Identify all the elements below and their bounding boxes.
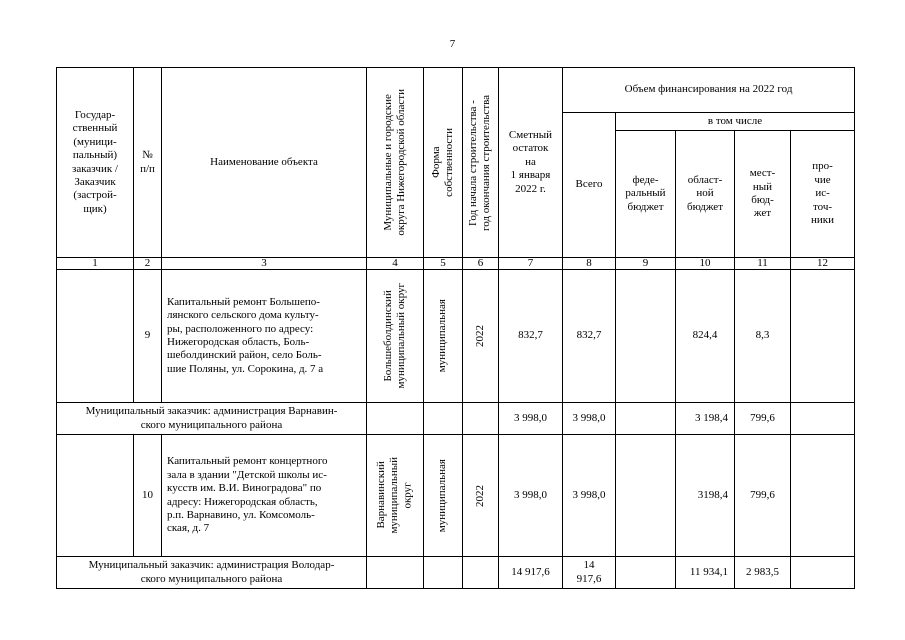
table-row-customer (57, 557, 855, 589)
cell-ownership (424, 557, 463, 589)
cell-year-text: 2022 (473, 484, 486, 507)
cell-other (791, 557, 855, 589)
header-estimate: Сметный остаток на 1 января 2022 г. (499, 68, 563, 258)
column-number: 7 (499, 258, 563, 270)
header-municipality-text: Муниципальные и городские округа Нижегородской области (381, 89, 407, 236)
page-number: 7 (449, 38, 456, 50)
header-years (463, 68, 499, 258)
header-federal: феде- ральный бюджет (616, 131, 676, 258)
table-row-customer (57, 403, 855, 435)
header-financing: Объем финансирования на 2022 год (563, 68, 855, 113)
header-years-text: Год начала строительства - год окончания строительства (467, 94, 493, 231)
cell-municipality-text: Большеболдинский муниципальный округ (381, 283, 407, 389)
cell-municipality (367, 557, 424, 589)
header-municipality (367, 68, 424, 258)
cell-municipality (367, 403, 424, 435)
header-regional: област- ной бюджет (676, 131, 735, 258)
cell-local: 799,6 (735, 403, 791, 435)
cell-year (463, 403, 499, 435)
cell-regional: 3 198,4 (676, 403, 735, 435)
cell-federal (616, 557, 676, 589)
column-number: 9 (616, 258, 676, 270)
cell-object-name: Капитальный ремонт концертного зала в здании "Детской школы ис- кусств им. В.И. Виноградова" по адресу: Нижегородская область, р.п. Варнавино, ул. Комсомоль- ская, д. 7 (162, 435, 367, 557)
cell-other (791, 435, 855, 557)
column-number: 10 (676, 258, 735, 270)
cell-municipality-text: Варнавинский муниципальный округ (375, 457, 414, 534)
header-total: Всего (563, 113, 616, 258)
cell-municipality (367, 270, 424, 403)
column-number: 2 (134, 258, 162, 270)
cell-total: 14 917,6 (563, 557, 616, 589)
cell-estimate: 3 998,0 (499, 403, 563, 435)
cell-estimate: 14 917,6 (499, 557, 563, 589)
cell-number: 10 (134, 435, 162, 557)
cell-other (791, 403, 855, 435)
cell-estimate: 3 998,0 (499, 435, 563, 557)
header-row-1 (57, 68, 855, 113)
cell-regional: 11 934,1 (676, 557, 735, 589)
column-number: 11 (735, 258, 791, 270)
cell-customer-label: Муниципальный заказчик: администрация Варнавин- ского муниципального района (57, 403, 367, 435)
cell-year (463, 557, 499, 589)
cell-year (463, 270, 499, 403)
header-ownership-text: Форма собственности (429, 128, 455, 197)
cell-ownership-text: муниципальная (436, 458, 449, 533)
cell-object-name: Капитальный ремонт Большепо- лянского сельского дома культу- ры, расположенного по адресу: Нижегородская область, Боль- шеболдинский район, село Боль- шие Поляны, ул. Сорокина, д. 7 а (162, 270, 367, 403)
cell-customer-label: Муниципальный заказчик: администрация Володар- ского муниципального района (57, 557, 367, 589)
column-number: 4 (367, 258, 424, 270)
header-object-name: Наименование объекта (162, 68, 367, 258)
cell-year-text: 2022 (473, 325, 486, 347)
cell-number: 9 (134, 270, 162, 403)
cell-regional: 824,4 (676, 270, 735, 403)
cell-total: 832,7 (563, 270, 616, 403)
cell-federal (616, 403, 676, 435)
cell-ownership (424, 403, 463, 435)
header-including: в том числе (616, 113, 855, 131)
header-customer: Государ- ственный (муници- пальный) заказчик / Заказчик (застрой- щик) (57, 68, 134, 258)
column-number: 5 (424, 258, 463, 270)
cell-local: 799,6 (735, 435, 791, 557)
cell-federal (616, 270, 676, 403)
column-numbers-row (57, 258, 855, 270)
column-number: 3 (162, 258, 367, 270)
column-number: 8 (563, 258, 616, 270)
cell-customer (57, 270, 134, 403)
column-number: 1 (57, 258, 134, 270)
header-local: мест- ный бюд- жет (735, 131, 791, 258)
cell-total: 3 998,0 (563, 403, 616, 435)
cell-ownership-text: муниципальная (436, 299, 449, 373)
cell-year (463, 435, 499, 557)
cell-customer (57, 435, 134, 557)
cell-regional: 3198,4 (676, 435, 735, 557)
header-number: № п/п (134, 68, 162, 258)
cell-local: 8,3 (735, 270, 791, 403)
cell-ownership (424, 435, 463, 557)
table-row (57, 270, 855, 403)
column-number: 6 (463, 258, 499, 270)
cell-total: 3 998,0 (563, 435, 616, 557)
header-ownership (424, 68, 463, 258)
header-other: про- чие ис- точ- ники (791, 131, 855, 258)
cell-local: 2 983,5 (735, 557, 791, 589)
financing-table (56, 67, 855, 589)
cell-federal (616, 435, 676, 557)
cell-estimate: 832,7 (499, 270, 563, 403)
table-row (57, 435, 855, 557)
cell-municipality (367, 435, 424, 557)
column-number: 12 (791, 258, 855, 270)
cell-ownership (424, 270, 463, 403)
cell-other (791, 270, 855, 403)
